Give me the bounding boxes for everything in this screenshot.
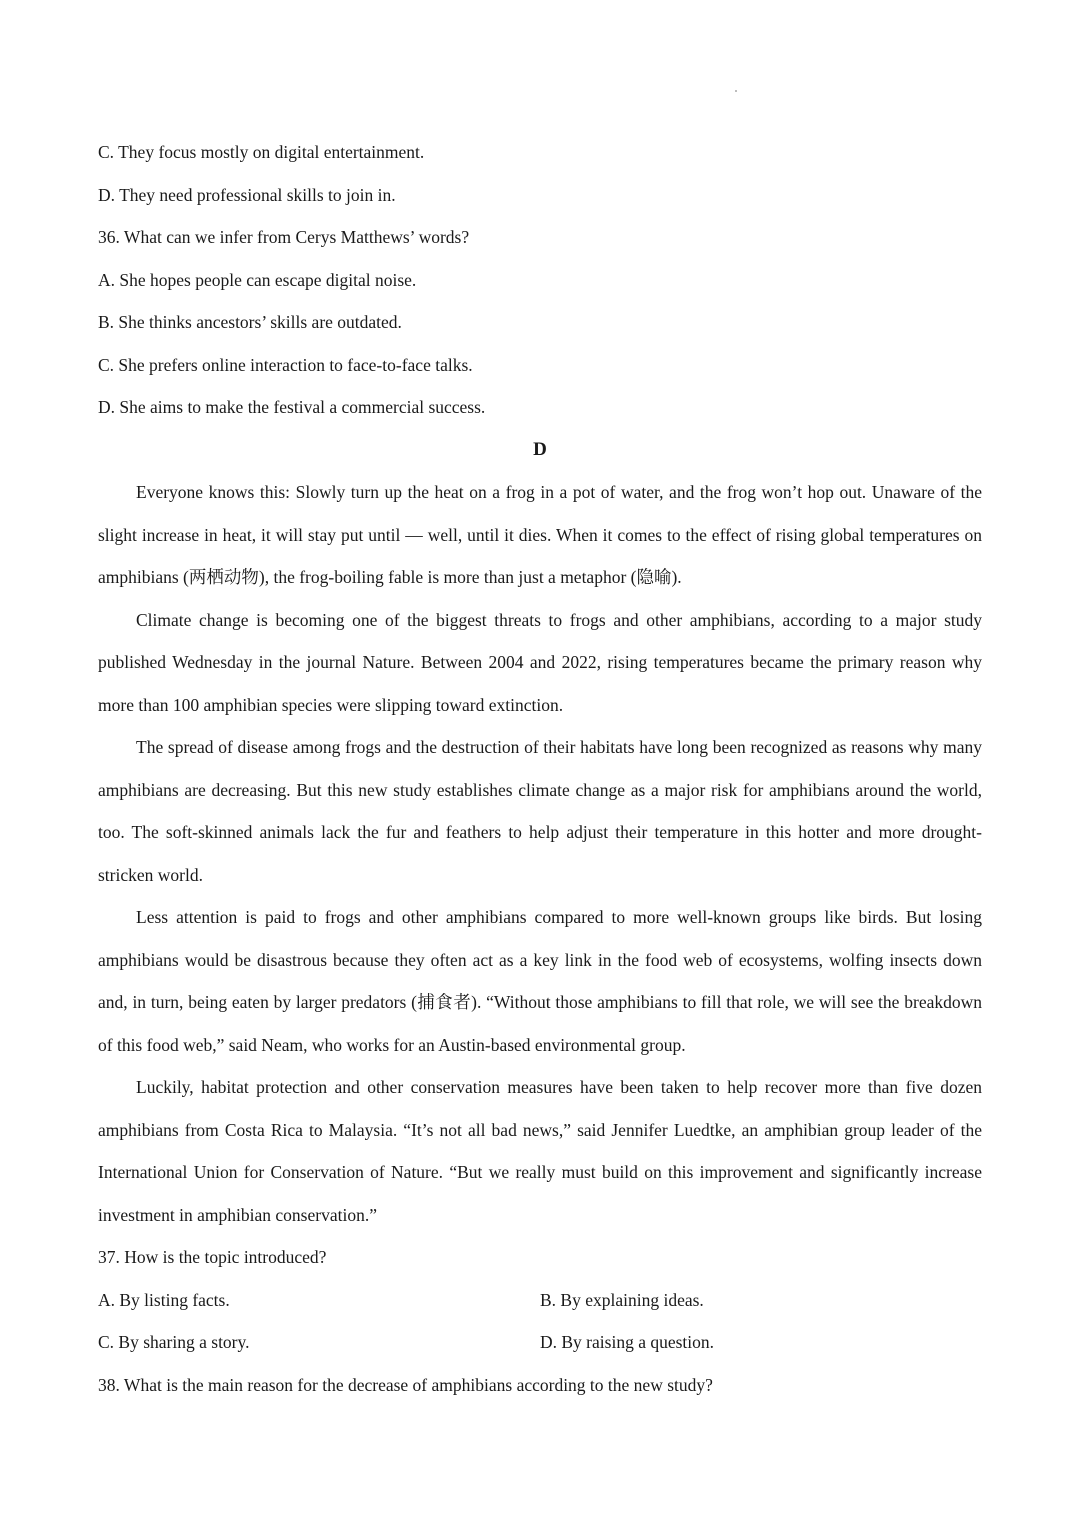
passage-paragraph-5: Luckily, habitat protection and other conservation measures have been taken to help recover more than five dozen amphibians from Costa Rica to Malaysia. “It’s not all bad news,” said Jennifer Luedtke, an amphibian group leader of the International Union for Conservation of Nature. “But we really must build on this improvement and significantly increase investment in amphibian conservation.” [98,1077,982,1225]
q37-option-a: A. By listing facts. [98,1289,230,1310]
q36-question: 36. What can we infer from Cerys Matthews’ words? [98,227,470,247]
q37-option-d: D. By raising a question. [540,1332,715,1352]
q37-options-row-2 [98,1321,982,1364]
q38-question: 38. What is the main reason for the decrease of amphibians according to the new study? [98,1374,713,1395]
scan-speck [735,90,737,92]
q36-option-c: C. She prefers online interaction to face-to-face talks. [98,354,473,375]
passage-paragraph-4: Less attention is paid to frogs and other amphibians compared to more well-known groups like birds. But losing amphibians would be disastrous because they often act as a key link in the food web of ecosystems, wolfing insects down and, in turn, being eaten by larger predators (捕食者). “Without those amphibians to fill that role, we will see the breakdown of this food web,” said Neam, who works for an Austin-based environmental group. [98,907,982,1055]
q37-question: 37. How is the topic introduced? [98,1247,327,1267]
q35-option-c: C. They focus mostly on digital entertainment. [98,142,425,162]
q36-option-b: B. She thinks ancestors’ skills are outdated. [98,312,402,332]
section-title: D [533,438,547,460]
q36-option-d: D. She aims to make the festival a commercial success. [98,397,486,417]
passage-paragraph-2: Climate change is becoming one of the biggest threats to frogs and other amphibians, according to a major study published Wednesday in the journal Nature. Between 2004 and 2022, rising temperatures became the primary reason why more than 100 amphibian species were slipping toward extinction. [98,609,982,715]
q37-option-b: B. By explaining ideas. [540,1289,704,1310]
exam-page [98,131,982,1406]
q37-option-c: C. By sharing a story. [98,1332,250,1352]
q36-option-a: A. She hopes people can escape digital noise. [98,269,417,290]
passage-paragraph-1: Everyone knows this: Slowly turn up the heat on a frog in a pot of water, and the frog won’t hop out. Unaware of the slight increase in heat, it will stay put until — well, until it dies. When it comes to the effect of rising global temperatures on amphibians (两栖动物), the frog-boiling fable is more than just a metaphor (隐喻). [98,482,982,587]
q37-options-row-1 [98,1279,982,1322]
q35-option-d: D. They need professional skills to join in. [98,184,396,205]
passage-paragraph-3: The spread of disease among frogs and the destruction of their habitats have long been recognized as reasons why many amphibians are decreasing. But this new study establishes climate change as a major risk for amphibians around the world, too. The soft-skinned animals lack the fur and feathers to help adjust their temperature in this hotter and more drought-stricken world. [98,737,982,885]
